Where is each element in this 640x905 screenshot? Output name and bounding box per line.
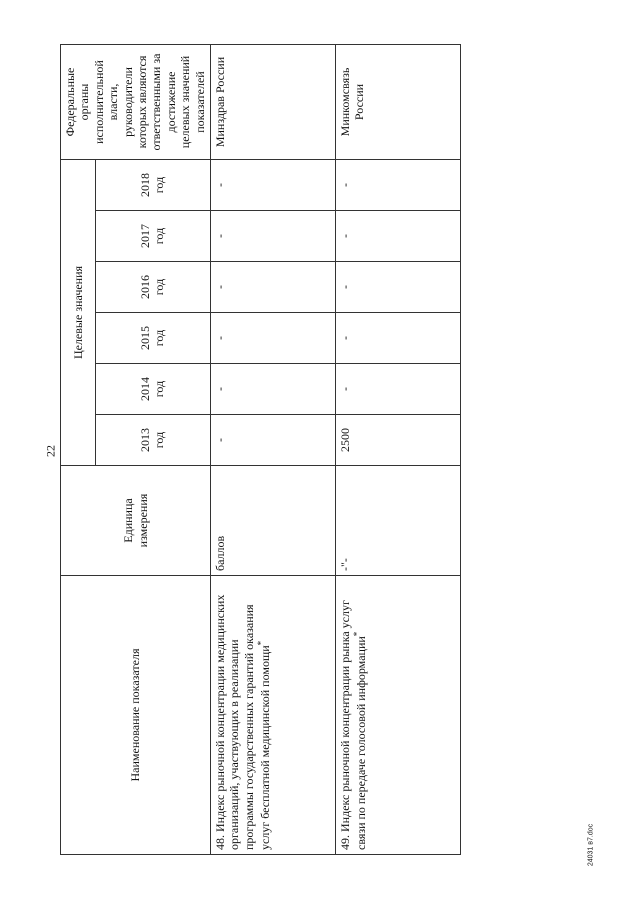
rotated-content	[60, 45, 460, 855]
unit-cell: баллов	[211, 466, 336, 576]
unit-cell: -"-	[336, 466, 461, 576]
indicator-name-text: 49. Индекс рыночной концентрации рынка услуг связи по передаче голосовой информации	[338, 600, 369, 850]
value-cell-2016: -	[211, 262, 336, 313]
value-cell-2017: -	[336, 211, 461, 262]
page-number: 22	[43, 445, 58, 457]
header-unit: Единица измерения	[61, 466, 211, 576]
header-indicator-name: Наименование показателя	[61, 576, 211, 855]
indicator-name-text: 48. Индекс рыночной концентрации медицинских организаций, участвующих в реализации программы государственных гарантий оказания услуг бесплатной медицинской помощи	[213, 594, 273, 850]
value-cell-2018: -	[336, 160, 461, 211]
header-year-2017: 2017 год	[96, 211, 211, 262]
header-year-2016: 2016 год	[96, 262, 211, 313]
value-cell-2014: -	[336, 364, 461, 415]
header-year-2013: 2013 год	[96, 415, 211, 466]
indicator-name-cell	[336, 576, 461, 855]
responsible-body-cell: Минкомсвязь России	[336, 45, 461, 160]
value-cell-2014: -	[211, 364, 336, 415]
header-year-2015: 2015 год	[96, 313, 211, 364]
header-row-top	[61, 45, 96, 855]
header-target-values: Целевые значения	[61, 160, 96, 466]
indicators-table	[60, 44, 461, 855]
responsible-body-cell: Минздрав России	[211, 45, 336, 160]
document-file-code: 24031 в7.doc	[587, 823, 595, 867]
value-cell-2015: -	[336, 313, 461, 364]
rotated-table-wrapper	[60, 45, 460, 855]
header-federal-bodies: Федеральные органы исполнительной власти, руководители которых являются ответственными за достижение целевых значений показателей	[61, 45, 211, 160]
value-cell-2015: -	[211, 313, 336, 364]
header-year-2018: 2018 год	[96, 160, 211, 211]
footnote-asterisk: *	[352, 631, 363, 637]
table-row	[336, 45, 461, 855]
table-row	[211, 45, 336, 855]
value-cell-2018: -	[211, 160, 336, 211]
indicator-name-cell	[211, 576, 336, 855]
footnote-asterisk: *	[256, 640, 267, 646]
value-cell-2017: -	[211, 211, 336, 262]
value-cell-2016: -	[336, 262, 461, 313]
header-year-2014: 2014 год	[96, 364, 211, 415]
value-cell-2013: -	[211, 415, 336, 466]
value-cell-2013: 2500	[336, 415, 461, 466]
